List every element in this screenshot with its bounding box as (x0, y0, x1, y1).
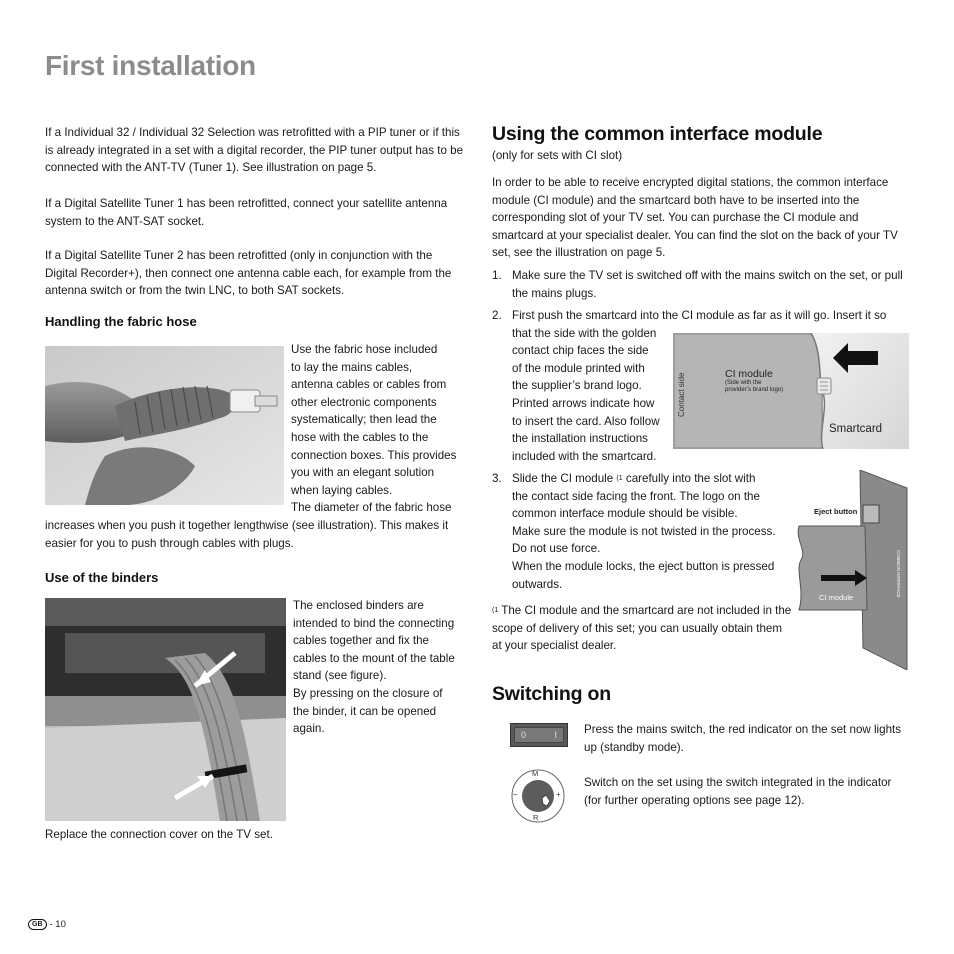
step-text: Do not use force. (512, 542, 601, 556)
switching-text-2: Switch on the set using the switch integrated in the indicator (for further operating options see page 12). (584, 776, 892, 807)
text-line: intended to bind the connecting (293, 616, 455, 630)
list-number: 3. (492, 472, 502, 485)
heading-ci-module: Using the common interface module (492, 123, 823, 145)
page-footer (28, 919, 66, 930)
heading-binders: Use of the binders (45, 570, 159, 585)
step-text (492, 470, 792, 488)
text-line: The diameter of the fabric hose (291, 501, 452, 515)
step-text: outwards. (512, 577, 563, 591)
text-line: systematically; then lead the (291, 413, 437, 427)
binders-text (293, 597, 473, 738)
text-line: when laying cables. (291, 483, 393, 497)
step-text: Make sure the TV set is switched off with the mains switch on the set, or pull the mains plugs. (512, 269, 903, 300)
step-text: of the module printed with (512, 361, 645, 375)
heading-fabric-hose: Handling the fabric hose (45, 314, 197, 329)
indicator-switch[interactable] (510, 768, 566, 824)
ci-module-sublabel (725, 380, 783, 394)
footnote-text: The CI module and the smartcard are not included in the scope of delivery of this set; you can usually obtain them at your specialist dealer. (492, 604, 792, 653)
ci-step-3 (492, 470, 792, 593)
knob-right-mark: + (556, 790, 561, 799)
page-number: - 10 (49, 919, 66, 930)
text-line: you with an elegant solution (291, 466, 435, 480)
fabric-hose-text-cont: increases when you push it together lengthwise (see illustration). This makes it easier for you to push through cables with plugs. (45, 519, 449, 550)
step-text: Make sure the module is not twisted in the process. (512, 524, 776, 538)
switch-on-mark: I (554, 730, 557, 740)
list-number: 1. (492, 269, 502, 282)
text-line: antenna cables or cables from (291, 378, 447, 392)
ci-smartcard-figure (673, 333, 909, 449)
text-line: the binder, it can be opened (293, 704, 437, 718)
step-text-part: carefully into the slot with (625, 472, 756, 485)
text-line: again. (293, 722, 325, 736)
text-line: to lay the mains cables, (291, 360, 413, 374)
switching-text-1: Press the mains switch, the red indicator on the set now lights up (standby mode). (584, 723, 902, 754)
fabric-hose-photo (45, 346, 284, 505)
paragraph-sat-tuner-2: If a Digital Satellite Tuner 2 has been retrofitted (only in conjunction with the Digital Recorder+), then connect one antenna cable each, for example from the antenna switch or from the twin LNC, to both SAT sockets. (45, 249, 452, 298)
eject-button-label: Eject button (814, 507, 858, 516)
ci-intro: In order to be able to receive encrypted digital stations, the common interface module (CI module) and the smartcard both have to be inserted into the corresponding slot of your TV set. You can purchase the CI module and smartcard at your specialist dealer. You can find the slot on the back of your TV set, see the illustration on page 5. (492, 176, 898, 260)
step-text: the contact side facing the front. The logo on the (512, 489, 760, 503)
ci-module-sublabel-line: (Side with the (725, 380, 762, 386)
smartcard-label: Smartcard (829, 423, 883, 435)
mains-switch[interactable] (510, 723, 568, 747)
step-text: common interface module should be visible. (512, 507, 738, 521)
text-line: Use the fabric hose included (291, 343, 438, 356)
country-badge: GB (28, 919, 47, 930)
list-number: 2. (492, 309, 502, 322)
knob-left-mark: – (513, 790, 518, 799)
ci-module-label-2: CI module (819, 593, 854, 602)
text-line: cables together and fix the (293, 634, 429, 648)
paragraph-pip-tuner: If a Individual 32 / Individual 32 Selection was retrofitted with a PIP tuner or if this is already integrated in a set with a digital recorder, the PIP tuner output has to be connected with the ANT-TV (Tuner 1). See illustration on page 5. (45, 126, 464, 175)
switch-off-mark: 0 (521, 730, 527, 740)
text-line: stand (see figure). (293, 669, 387, 683)
step-text: When the module locks, the eject button is pressed (512, 559, 775, 573)
step-text: to insert the card. Also follow (512, 414, 660, 428)
text-line: other electronic components (291, 395, 437, 409)
text-line: connection boxes. This provides (291, 448, 457, 462)
contact-side-label: Contact side (677, 372, 686, 417)
step-text: the installation instructions (512, 432, 648, 446)
step-text-part: Slide the CI module (512, 472, 614, 485)
fabric-hose-text (291, 341, 471, 517)
paragraph-sat-tuner-1: If a Digital Satellite Tuner 1 has been retrofitted, connect your satellite antenna system to the ANT-SAT socket. (45, 197, 448, 228)
ci-module-label: CI module (725, 368, 773, 380)
step-text: contact chip faces the side (512, 344, 649, 358)
text-line: hose with the cables to the (291, 430, 429, 444)
text-line: By pressing on the closure of (293, 686, 443, 700)
ci-step-1 (492, 267, 912, 302)
step-text: that the side with the golden (512, 326, 657, 340)
ci-module-sublabel-line: provider’s brand logo) (725, 387, 784, 393)
ci-subheading: (only for sets with CI slot) (492, 149, 623, 162)
step-text: the supplier’s brand logo. (512, 379, 642, 393)
page-title: First installation (45, 50, 256, 81)
binders-photo (45, 598, 286, 821)
common-interface-label: COMMON INTERFACE (896, 550, 901, 598)
knob-top-mark: M (532, 769, 539, 778)
heading-switching-on: Switching on (492, 683, 611, 705)
ci-slot-figure (795, 470, 912, 670)
step-text: Printed arrows indicate how (512, 396, 655, 410)
footnote-ref: (1 (616, 475, 623, 482)
text-line: cables to the mount of the table (293, 651, 455, 665)
knob-bottom-mark: R (533, 813, 539, 822)
binders-caption: Replace the connection cover on the TV set. (45, 828, 273, 841)
text-line: The enclosed binders are (293, 599, 424, 612)
step-text: First push the smartcard into the CI module as far as it will go. Insert it so (512, 309, 887, 322)
footnote-mark: (1 (492, 607, 499, 614)
ci-footnote (492, 602, 792, 655)
step-text: included with the smartcard. (512, 449, 657, 463)
